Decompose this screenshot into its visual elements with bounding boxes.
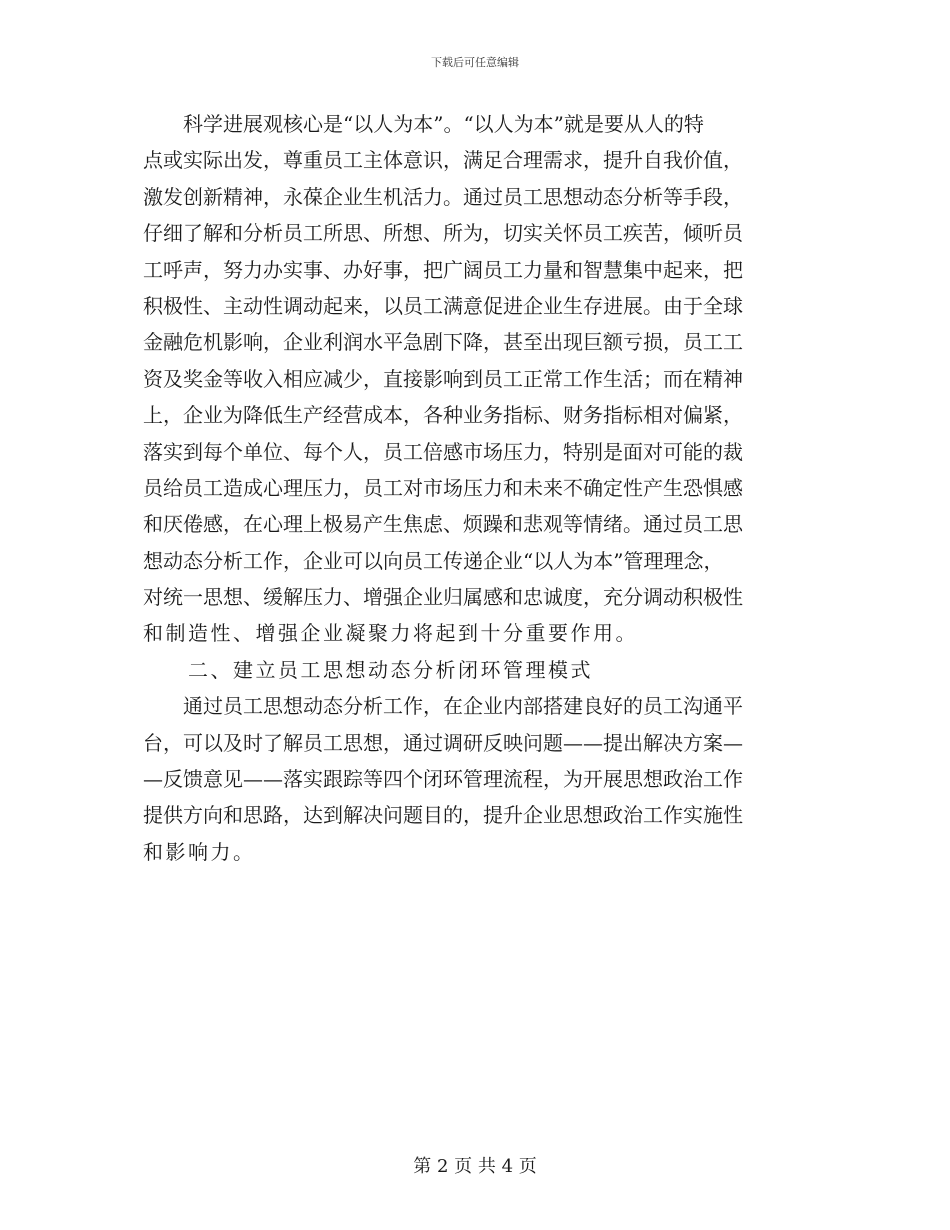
text-line: 资及奖金等收入相应减少，直接影响到员工正常工作生活；而在精神 (143, 366, 743, 391)
text-line: 点或实际出发，尊重员工主体意识，满足合理需求，提升自我价值， (143, 148, 743, 173)
text-line: 对统一思想、缓解压力、增强企业归属感和忠诚度，充分调动积极性 (143, 585, 743, 610)
page-footer: 第 2 页 共 4 页 (413, 1156, 537, 1177)
text-line: 和制造性、增强企业凝聚力将起到十分重要作用。 (143, 621, 638, 646)
text-line: 上，企业为降低生产经营成本，各种业务指标、财务指标相对偏紧， (143, 403, 743, 428)
text-line: 提供方向和思路，达到解决问题目的，提升企业思想政治工作实施性 (143, 803, 743, 828)
text-line: 科学进展观核心是“以人为本”。“以人为本”就是要从人的特 (143, 112, 704, 136)
text-line: 仔细了解和分析员工所思、所想、所为，切实关怀员工疾苦，倾听员 (143, 221, 743, 246)
text-line: —反馈意见——落实跟踪等四个闭环管理流程，为开展思想政治工作 (143, 767, 743, 792)
text-line: 和厌倦感，在心理上极易产生焦虑、烦躁和悲观等情绪。通过员工思 (143, 512, 743, 537)
text-line: 员给员工造成心理压力，员工对市场压力和未来不确定性产生恐惧感 (143, 475, 743, 500)
header-note: 下载后可任意编辑 (431, 56, 519, 69)
text-line: 落实到每个单位、每个人，员工倍感市场压力，特别是面对可能的裁 (143, 439, 743, 464)
text-line: 想动态分析工作，企业可以向员工传递企业“以人为本”管理理念， (143, 548, 724, 573)
text-line: 工呼声，努力办实事、办好事，把广阔员工力量和智慧集中起来，把 (143, 257, 743, 282)
text-line: 金融危机影响，企业利润水平急剧下降，甚至出现巨额亏损，员工工 (143, 330, 743, 355)
text-line: 激发创新精神，永葆企业生机活力。通过员工思想动态分析等手段， (143, 184, 743, 209)
text-line: 二、建立员工思想动态分析闭环管理模式 (143, 657, 593, 682)
body-text (143, 106, 808, 870)
text-line: 通过员工思想动态分析工作，在企业内部搭建良好的员工沟通平 (143, 694, 743, 719)
text-line: 积极性、主动性调动起来，以员工满意促进企业生存进展。由于全球 (143, 293, 743, 318)
text-line: 和影响力。 (143, 839, 256, 864)
text-line: 台，可以及时了解员工思想，通过调研反映问题——提出解决方案— (143, 730, 743, 755)
